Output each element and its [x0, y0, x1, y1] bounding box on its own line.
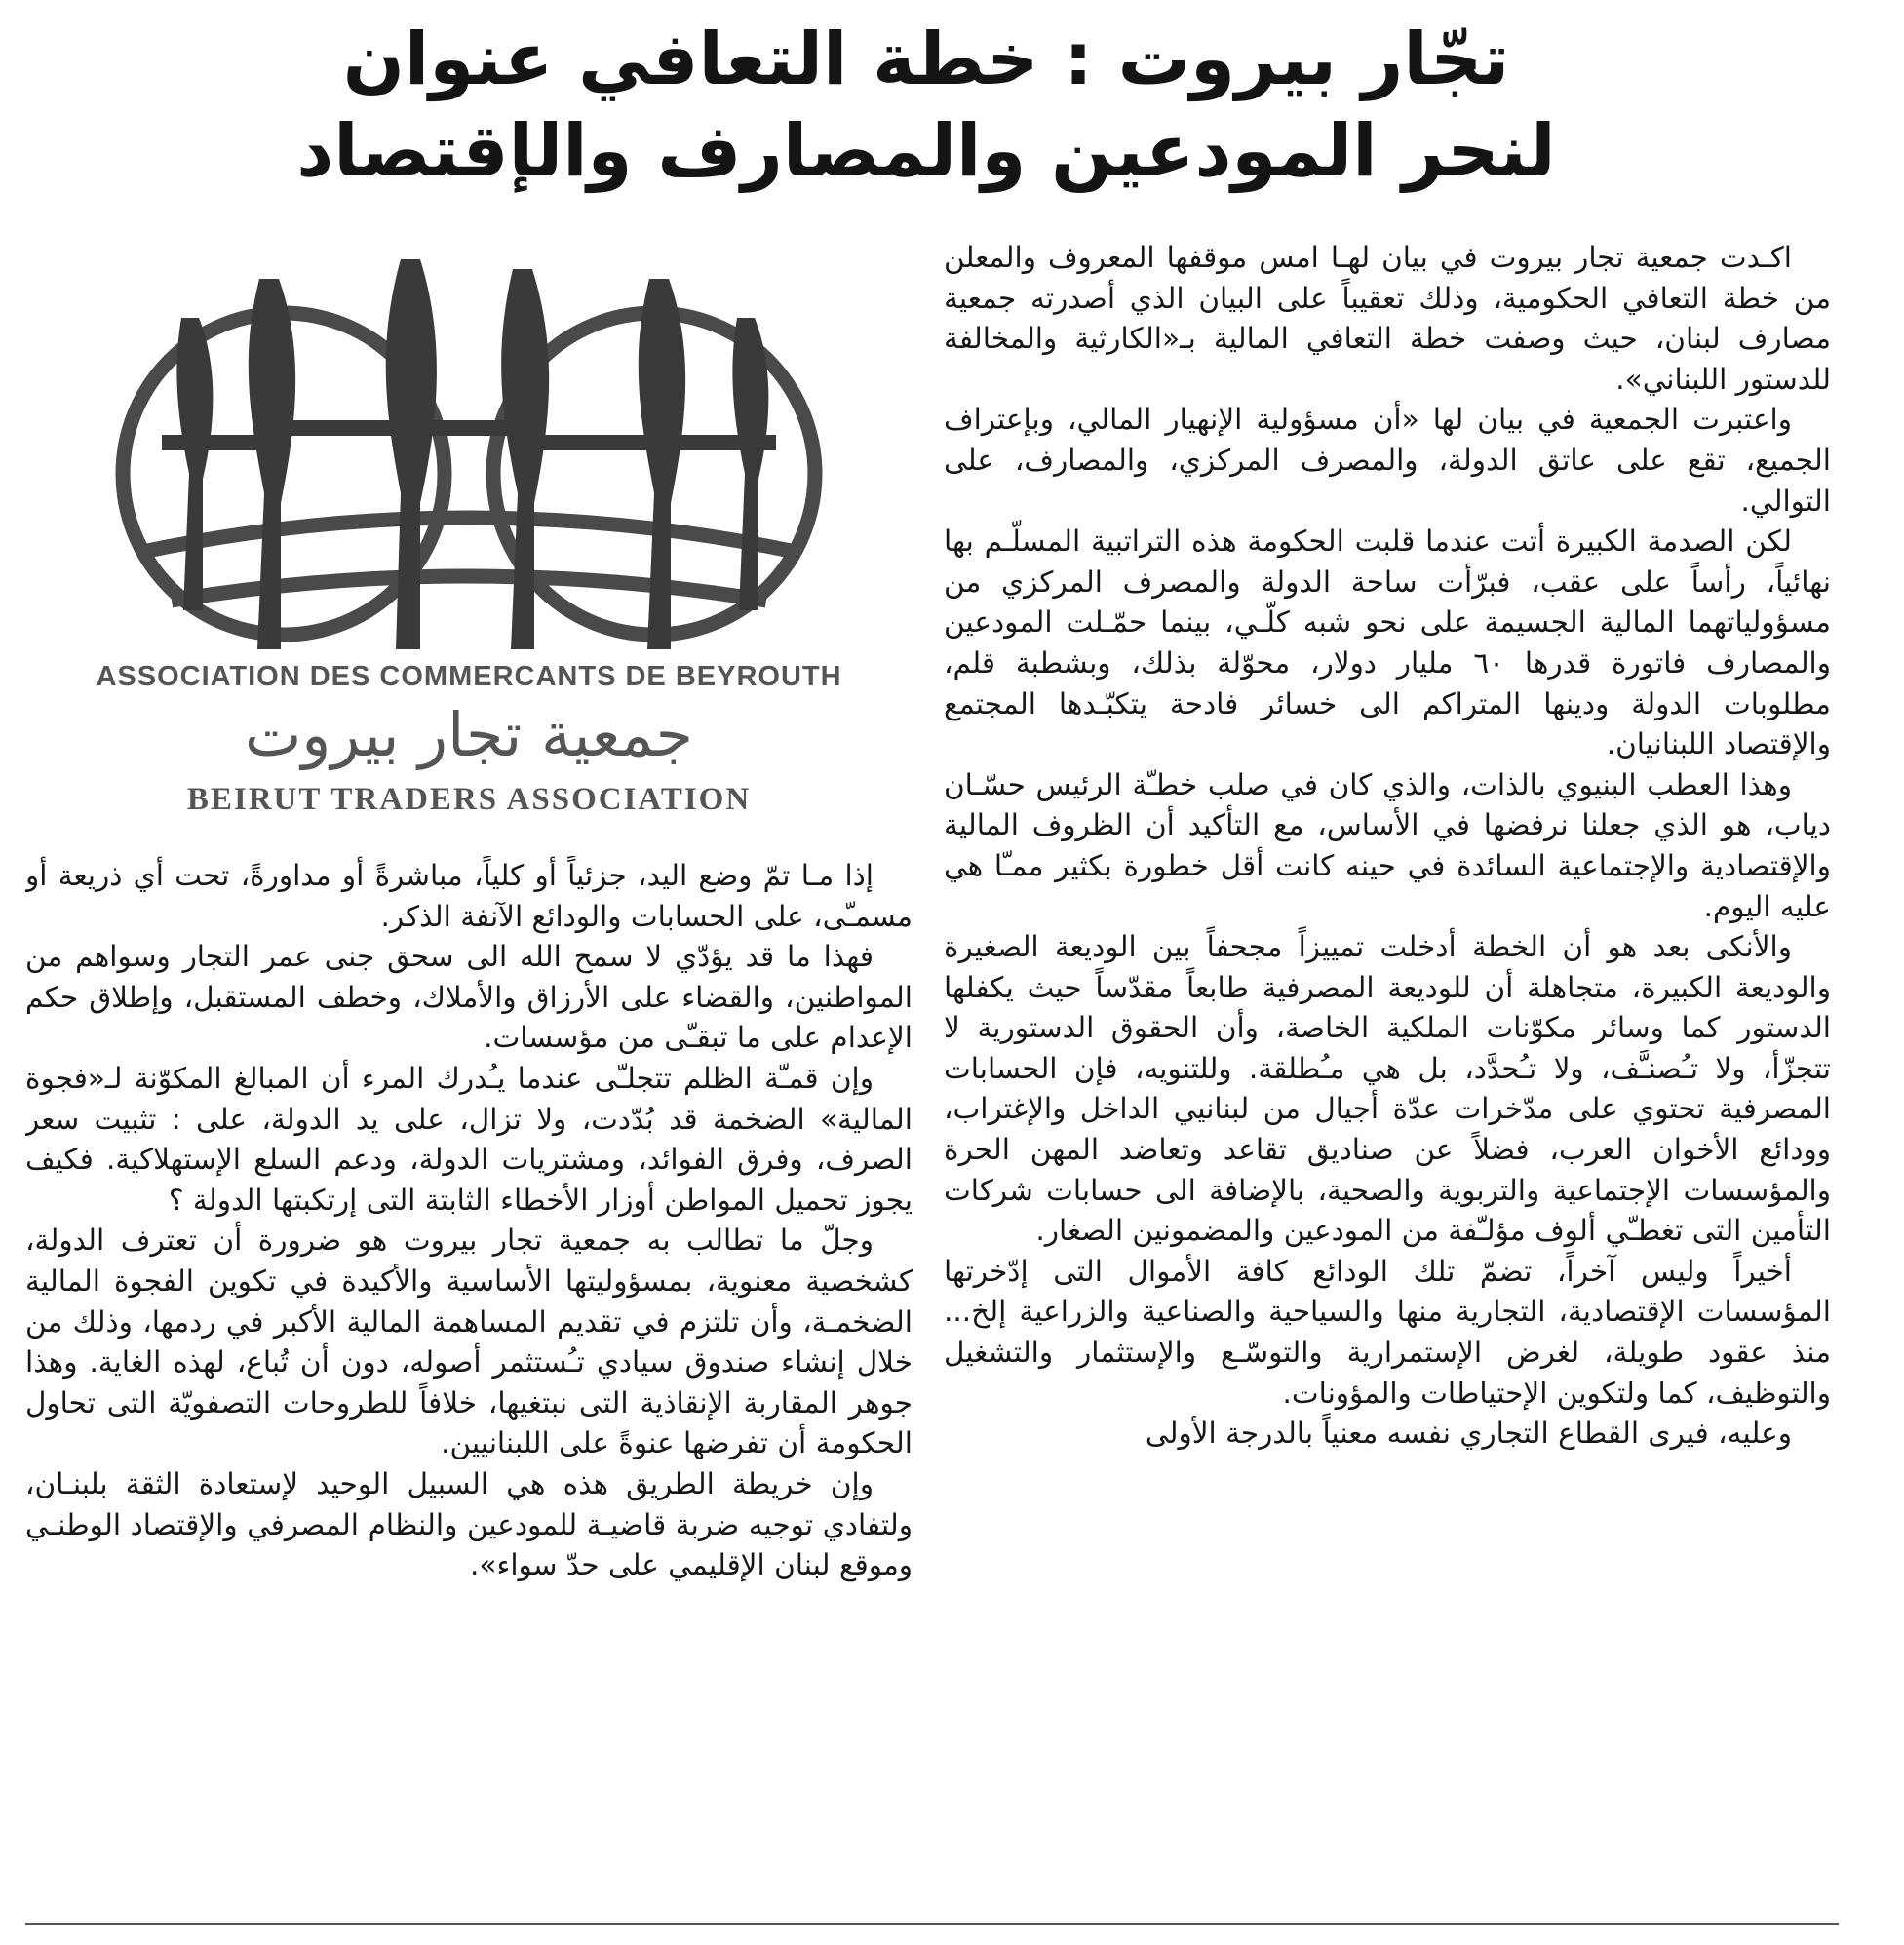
article-paragraph: واعتبرت الجمعية في بيان لها «أن مسؤولية الإنهيار المالي، وبإعتراف الجميع، تقع على عاتق الدولة، والمصرف المركزي، والمصارف، على التوالي.	[944, 403, 1831, 518]
article-paragraph: والأنكى بعد هو أن الخطة أدخلت تمييزاً مجحفاً بين الوديعة الصغيرة والوديعة الكبيرة، متجاهلة أن للوديعة المصرفية طابعاً مقدّساً حيث يكفلها الدستور كما وسائر مكوّنات الملكية الخاصة، وأن الحقوق الدستورية لا تتجزّأ، ولا تـُصنـَّف، ولا تـُحدَّد، بل هي مـُطلقة. وللتنويه، فإن الحسابات المصرفية تحتوي على مدّخرات عدّة أجيال من لبنانيي الداخل والإغتراب، وودائع الأخوان العرب، فضلاً عن صناديق تقاعد وتعاضد المهن الحرة والمؤسسات الإجتماعية والتربوية والصحية، بالإضافة الى حسابات شركات التأمين التى تغطـّي ألوف مؤلـّفة من المودعين والمضمونين الصغار.	[944, 930, 1831, 1248]
article-paragraph: وهذا العطب البنيوي بالذات، والذي كان في صلب خطـّة الرئيس حسّـان دياب، هو الذي جعلنا نرفضها في الأساس، مع التأكيد أن الظروف المالية والإقتصادية والإجتماعية السائدة في حينه كانت أقل خطورة بكثير ممـّا هي عليه اليوم.	[944, 767, 1831, 923]
article-left-column	[25, 856, 913, 1919]
article-paragraph: وإن قمـّة الظلم تتجلـّى عندما يـُدرك المرء أن المبالغ المكوّنة لـ«فجوة المالية» الضخمة قد بُدّدت، ولا تزال، على يد الدولة، على : تثبيت سعر الصرف، وفرق الفوائد، ومشتريات الدولة، ودعم السلع الإستهلاكية. فكيف يجوز تحميل المواطن أوزار الأخطاء الثابتة التى إرتكبتها الدولة ؟	[25, 1061, 913, 1217]
article-paragraph: لكن الصدمة الكبيرة أتت عندما قلبت الحكومة هذه التراتبية المسلّـم بها نهائياً، رأساً على عقب، فبرّأت ساحة الدولة والمصرف المركزي من مسؤولياتهما المالية الجسيمة على نحو شبه كلّـي، بينما حمّـلت المودعين والمصارف فاتورة قدرها ٦٠ مليار دولار، محوّلة بذلك، وبشطبة قلم، مطلوبات الدولة ودينها المتراكم الى خسائر فادحة يتكبّـدها المجتمع والإقتصاد اللبنانيان.	[944, 525, 1831, 761]
logo-emblem-graphic	[25, 240, 913, 659]
headline-line-1: تجّار بيروت : خطة التعافي عنوان	[342, 18, 1510, 101]
article-paragraph: أخيراً وليس آخراً، تضمّ تلك الودائع كافة الأموال التى إدّخرتها المؤسسات الإقتصادية، التجارية منها والسياحية والصناعية والزراعية إلخ... منذ عقود طويلة، لغرض الإستمرارية والتوسّـع والإستثمار والتشغيل والتوظيف، كما ولتكوين الإحتياطات والمؤونات.	[944, 1254, 1831, 1410]
article-right-column	[944, 238, 1831, 1915]
article-paragraph: وإن خريطة الطريق هذه هي السبيل الوحيد لإستعادة الثقة بلبنـان، ولتفادي توجيه ضربة قاضيـة للمودعين والنظام المصرفي والإقتصاد الوطنـي وموقع لبنان الإقليمي على حدّ سواء».	[25, 1466, 913, 1582]
article-paragraph: إذا مـا تمّ وضع اليد، جزئياً أو كلياً، مباشرةً أو مداورةً، تحت أي ذريعة أو مسمـّى، على الحسابات والودائع الآنفة الذكر.	[25, 859, 913, 933]
article-paragraph: فهذا ما قد يؤدّي لا سمح الله الى سحق جنى عمر التجار وسواهم من المواطنين، والقضاء على الأرزاق والأملاك، وخطف المستقبل، وإطلاق حكم الإعدام على ما تبقـّى من مؤسسات.	[25, 940, 913, 1055]
beirut-traders-association-logo	[25, 240, 913, 844]
logo-text-french: ASSOCIATION DES COMMERCANTS DE BEYROUTH	[96, 661, 842, 692]
logo-text-english: BEIRUT TRADERS ASSOCIATION	[186, 782, 752, 817]
article-paragraph: وعليه، فيرى القطاع التجاري نفسه معنياً بالدرجة الأولى	[1145, 1417, 1792, 1451]
bottom-divider	[25, 1923, 1839, 1925]
headline	[39, 14, 1813, 205]
headline-line-2: لنحر المودعين والمصارف والإقتصاد	[296, 109, 1556, 193]
article-paragraph: وجلّ ما تطالب به جمعية تجار بيروت هو ضرورة أن تعترف الدولة، كشخصية معنوية، بمسؤوليتها الأساسية والأكيدة في تكوين الفجوة المالية الضخمـة، وأن تلتزم في تقديم المساهمة المالية الأكبر في ردمها، وذلك من خلال إنشاء صندوق سيادي تـُستثمر أصوله، دون أن تُباع، لهذه الغاية. وهذا جوهر المقاربة الإنقاذية التى نبتغيها، خلافاً للطروحات التصفويّة التى تحاول الحكومة أن تفرضها عنوةً على اللبنانيين.	[25, 1224, 913, 1460]
logo-text-arabic: جمعية تجار بيروت	[244, 699, 694, 770]
article-paragraph: اكـدت جمعية تجار بيروت في بيان لهـا امس موقفها المعروف والمعلن من خطة التعافي الحكومية، وذلك تعقيباً على البيان الذي أصدرته جمعية مصارف لبنان، حيث وصفت خطة التعافي المالية بـ«الكارثية والمخالفة للدستور اللبناني».	[944, 241, 1831, 396]
